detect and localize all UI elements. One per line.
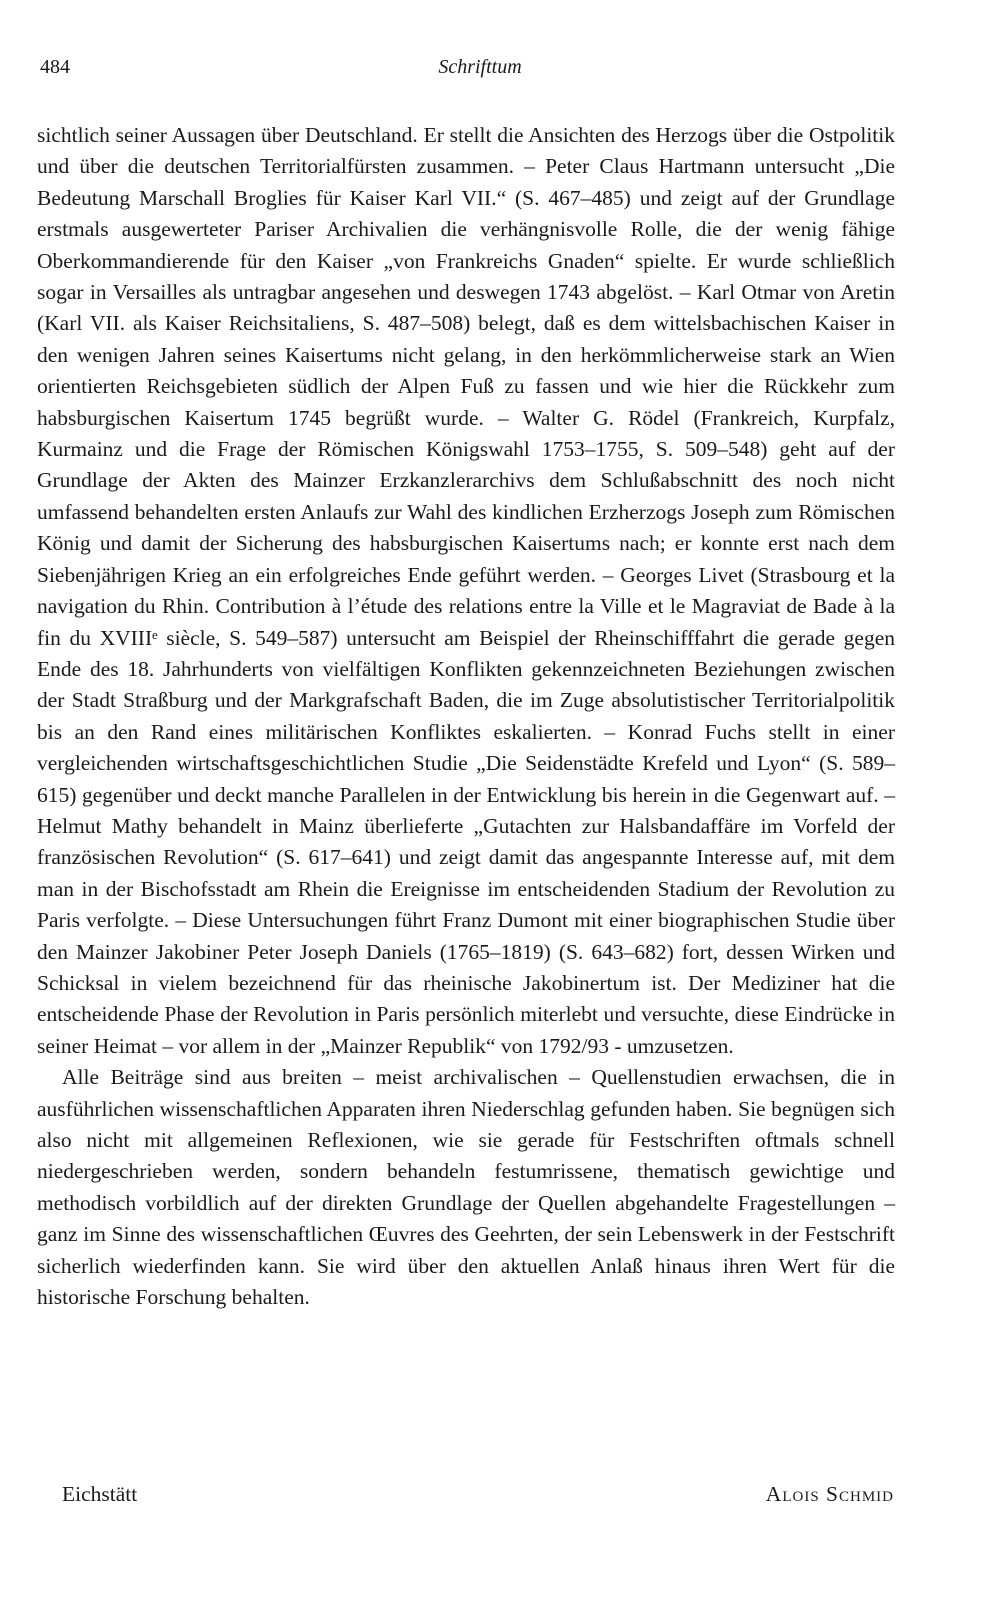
signoff [62, 1482, 894, 1518]
paragraph: Alle Beiträge sind aus breiten – meist archivalischen – Quellenstudien erwachsen, die in ausführlichen wissenschaftlichen Apparaten ihren Niederschlag gefunden haben. Sie begnügen sich also nicht mit allgemeinen Reflexionen, wie sie gerade für Festschriften oftmals schnell niedergeschrieben werden, sondern behandeln festumrissene, thematisch gewichtige und methodisch vorbildlich auf der direkten Grundlage der Quellen abgehandelte Fragestellungen – ganz im Sinne des wissenschaftlichen Œuvres des Geehrten, der sein Lebenswerk in der Festschrift sicherlich wiederfinden kann. Sie wird über den aktuellen Anlaß hinaus ihren Wert für die historische Forschung behalten. [37, 1065, 895, 1310]
review-body [37, 120, 895, 1313]
page-number: 484 [40, 56, 70, 78]
running-title: Schrifttum [438, 56, 522, 78]
page-header [40, 56, 920, 88]
signoff-author: Alois Schmid [765, 1482, 894, 1506]
signoff-place: Eichstätt [62, 1482, 138, 1506]
paragraph: sichtlich seiner Aussagen über Deutschland. Er stellt die Ansichten des Herzogs über die Ostpolitik und über die deutschen Territorialfürsten zusammen. – Peter Claus Hartmann untersucht „Die Bedeutung Marschall Broglies für Kaiser Karl VII.“ (S. 467–485) und zeigt auf der Grundlage erstmals ausgewerteter Pariser Archivalien die verhängnisvolle Rolle, die der wenig fähige Oberkommandierende für den Kaiser „von Frankreichs Gnaden“ spielte. Er wurde schließlich sogar in Versailles als untragbar angesehen und deswegen 1743 abgelöst. – Karl Otmar von Aretin (Karl VII. als Kaiser Reichsitaliens, S. 487–508) belegt, daß es dem wittelsbachischen Kaiser in den wenigen Jahren seines Kaisertums nicht gelang, in den herkömmlicherweise stark an Wien orientierten Reichsgebieten südlich der Alpen Fuß zu fassen und wie hier die Rückkehr zum habsburgischen Kaisertum 1745 begrüßt wurde. – Walter G. Rödel (Frankreich, Kurpfalz, Kurmainz und die Frage der Römischen Königswahl 1753–1755, S. 509–548) geht auf der Grundlage der Akten des Mainzer Erzkanzlerarchivs dem Schlußabschnitt des noch nicht umfassend behandelten ersten Anlaufs zur Wahl des kindlichen Erzherzogs Joseph zum Römischen König und damit der Sicherung des habsburgischen Kaisertums nach; er konnte erst nach dem Siebenjährigen Krieg an ein erfolgreiches Ende geführt werden. – Georges Livet (Strasbourg et la navigation du Rhin. Contribution à l’étude des relations entre la Ville et le Magraviat de Bade à la fin du XVIIIᵉ siècle, S. 549–587) untersucht am Beispiel der Rheinschifffahrt die gerade gegen Ende des 18. Jahrhunderts von vielfältigen Konflikten gekennzeichneten Beziehungen zwischen der Stadt Straßburg und der Markgrafschaft Baden, die im Zuge absolutistischer Territorialpolitik bis an den Rand eines militärischen Konfliktes eskalierten. – Konrad Fuchs stellt in einer vergleichenden wirtschaftsgeschichtlichen Studie „Die Seidenstädte Krefeld und Lyon“ (S. 589–615) gegenüber und deckt manche Parallelen in der Entwicklung bis herein in die Gegenwart auf. – Helmut Mathy behandelt in Mainz überlieferte „Gutachten zur Halsbandaffäre im Vorfeld der französischen Revolution“ (S. 617–641) und zeigt damit das angespannte Interesse auf, mit dem man in der Bischofsstadt am Rhein die Ereignisse im entscheidenden Stadium der Revolution zu Paris verfolgte. – Diese Untersuchungen führt Franz Dumont mit einer biographischen Studie über den Mainzer Jakobiner Peter Joseph Daniels (1765–1819) (S. 643–682) fort, dessen Wirken und Schicksal in vielem bezeichnend für das rheinische Jakobinertum ist. Der Mediziner hat die entscheidende Phase der Revolution in Paris persönlich miterlebt und versuchte, diese Eindrücke in seiner Heimat – vor allem in der „Mainzer Republik“ von 1792/93 - umzusetzen. [37, 123, 895, 1058]
